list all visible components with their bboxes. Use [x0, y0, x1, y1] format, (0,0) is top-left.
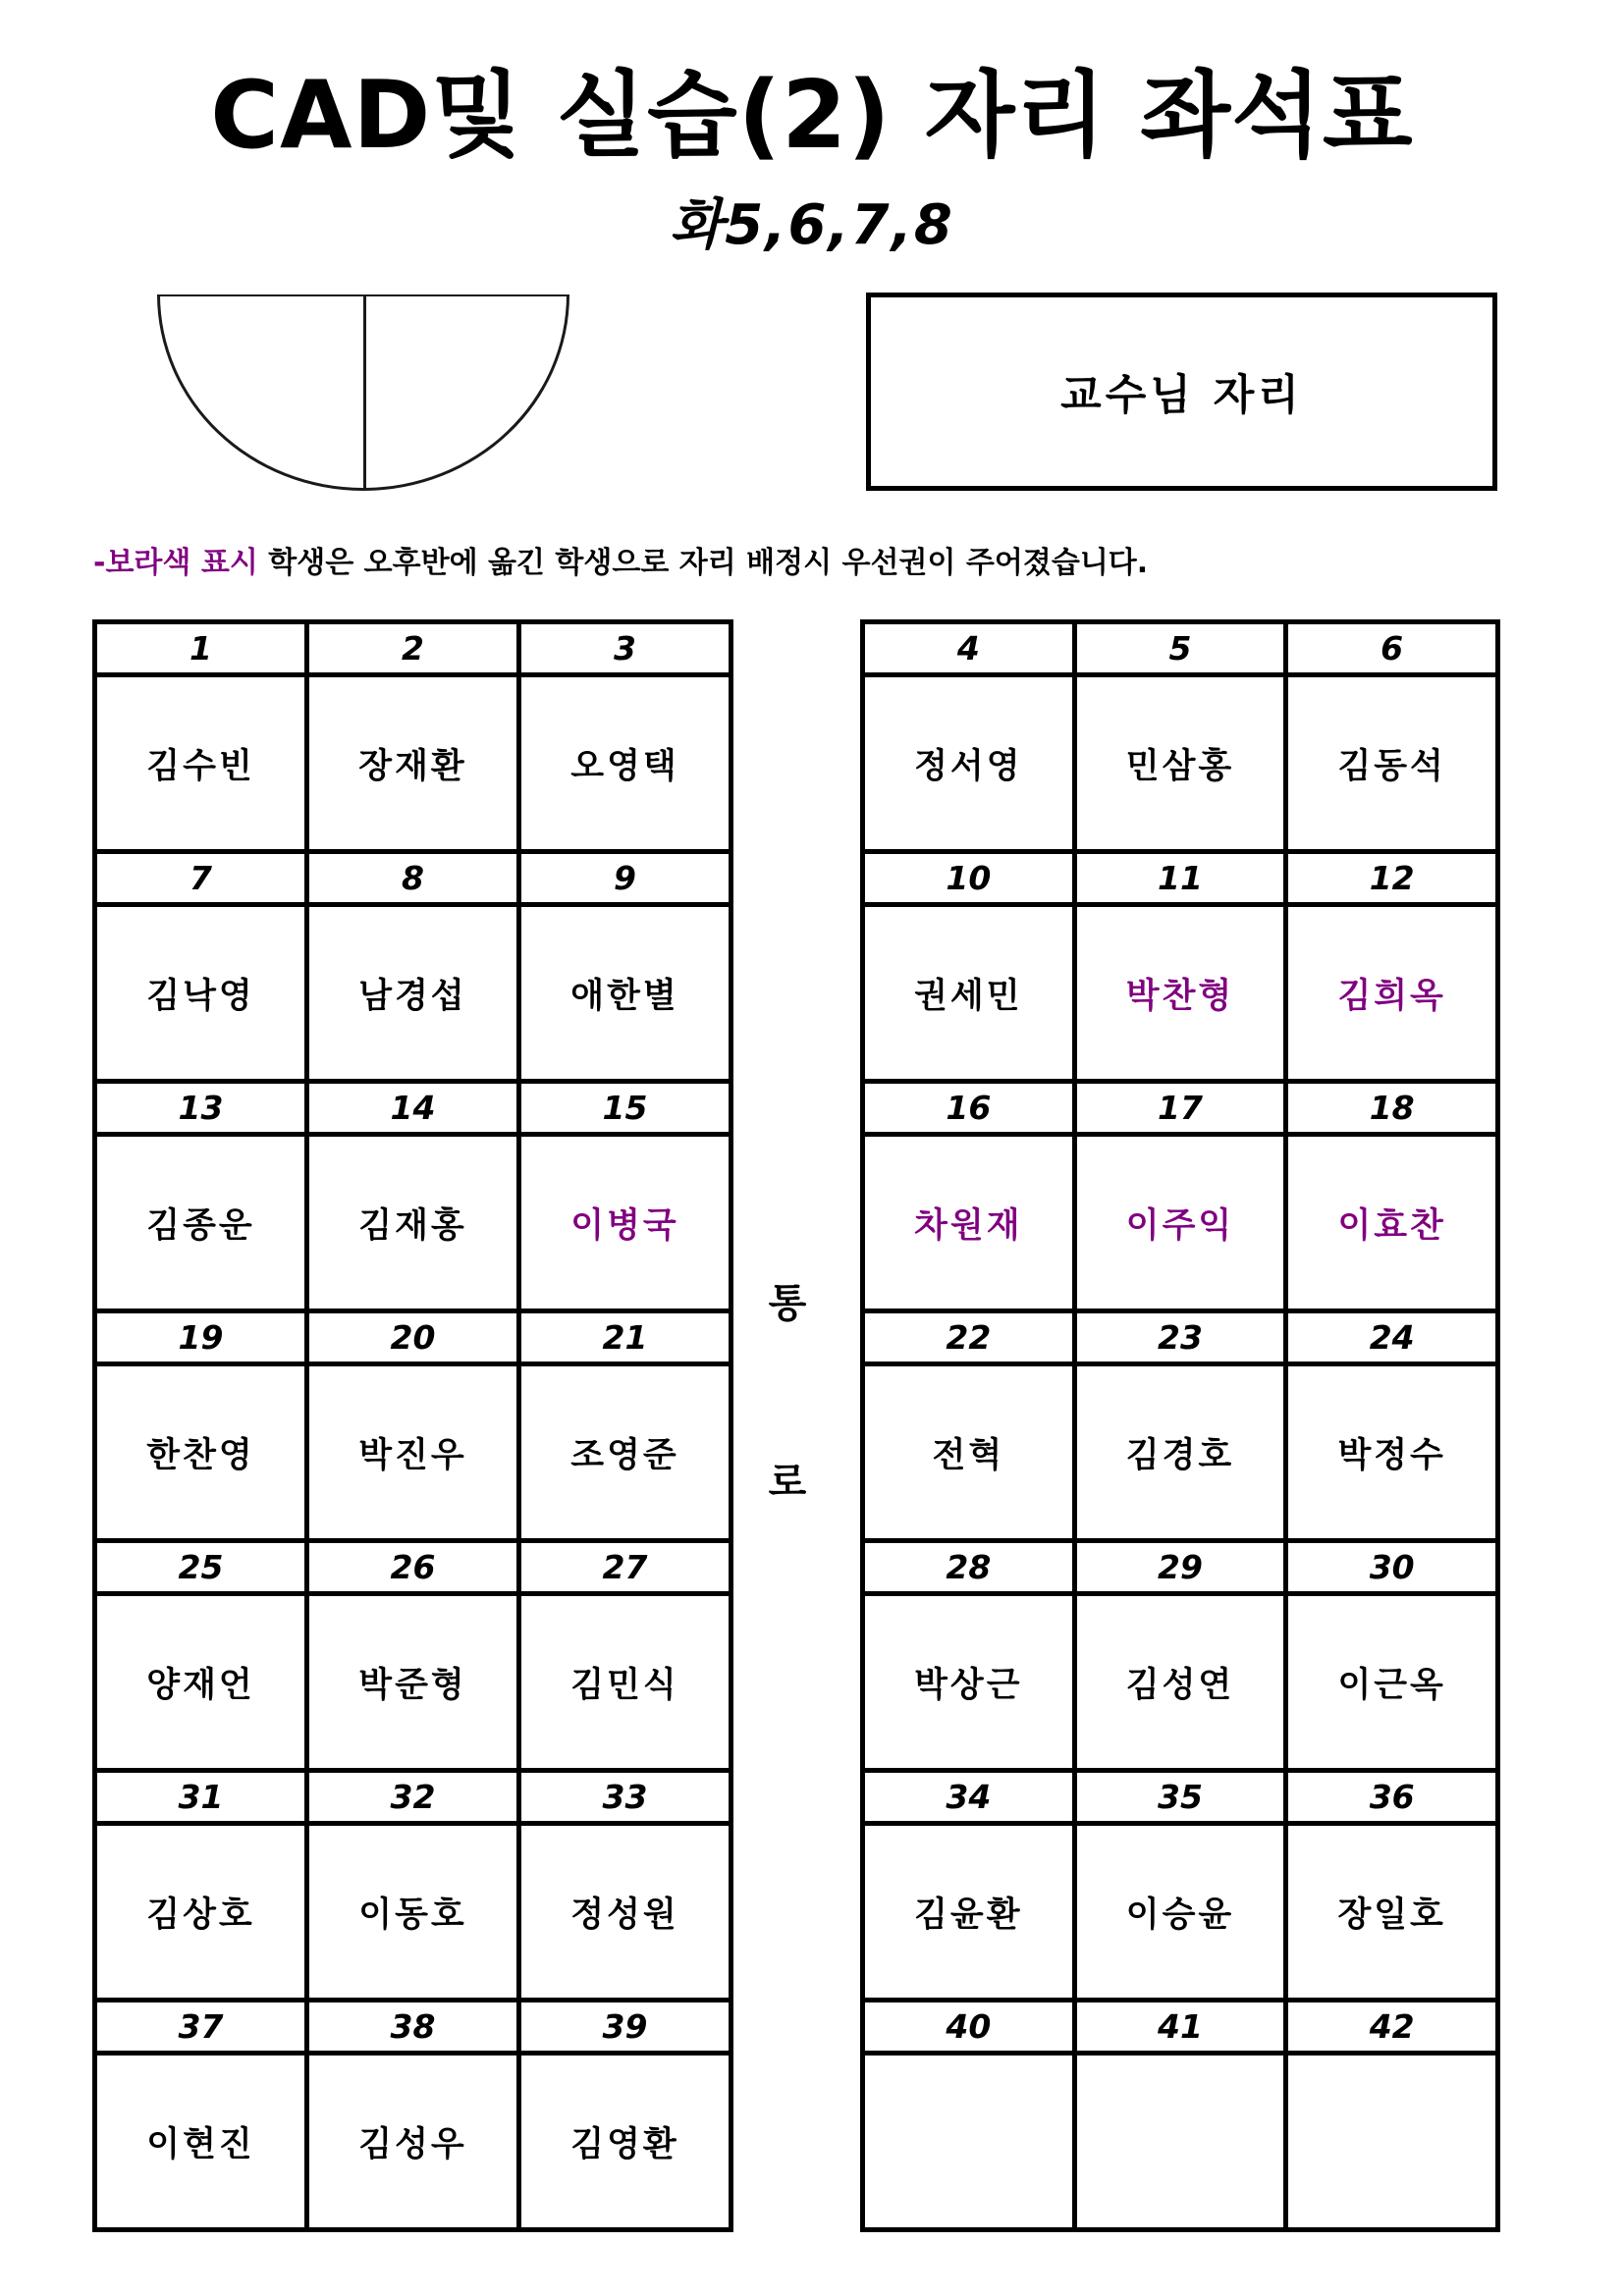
seat-number: 24 [1286, 1311, 1498, 1364]
seat-number: 28 [863, 1541, 1075, 1594]
seat-number: 31 [95, 1771, 307, 1824]
seat-number-row [863, 852, 1498, 905]
seat-name: 이주익 [1074, 1135, 1286, 1311]
podium-shape [157, 294, 569, 491]
seating-right-table [860, 619, 1500, 2232]
seat-number: 41 [1074, 2001, 1286, 2054]
seat-name: 이승윤 [1074, 1824, 1286, 2001]
seat-number: 10 [863, 852, 1075, 905]
seat-number: 35 [1074, 1771, 1286, 1824]
seat-number: 4 [863, 622, 1075, 675]
seat-number: 27 [519, 1541, 731, 1594]
seat-name-row [95, 1824, 731, 2001]
seat-number: 3 [519, 622, 731, 675]
seat-name-row [95, 2054, 731, 2230]
seat-name: 장일호 [1286, 1824, 1498, 2001]
seat-name: 김종운 [95, 1135, 307, 1311]
seat-name: 이현진 [95, 2054, 307, 2230]
seat-name-row [95, 1135, 731, 1311]
seat-number: 33 [519, 1771, 731, 1824]
seat-number: 38 [307, 2001, 519, 2054]
seat-number-row [95, 622, 731, 675]
seat-name: 박진우 [307, 1364, 519, 1541]
seat-number: 18 [1286, 1082, 1498, 1135]
seat-number: 30 [1286, 1541, 1498, 1594]
seat-name: 김상호 [95, 1824, 307, 2001]
seat-name [863, 2054, 1075, 2230]
seat-name-row [95, 675, 731, 852]
seat-number: 7 [95, 852, 307, 905]
seat-name: 김성우 [307, 2054, 519, 2230]
seat-number: 2 [307, 622, 519, 675]
legend-note-text: 학생은 오후반에 옮긴 학생으로 자리 배정시 우선권이 주어졌습니다. [257, 546, 1149, 580]
seat-number-row [95, 1771, 731, 1824]
seat-name: 민삼홍 [1074, 675, 1286, 852]
seat-number-row [863, 1311, 1498, 1364]
seat-name: 김희옥 [1286, 905, 1498, 1082]
seat-number: 39 [519, 2001, 731, 2054]
seat-name-row [863, 1364, 1498, 1541]
seat-name: 이동호 [307, 1824, 519, 2001]
seat-number: 17 [1074, 1082, 1286, 1135]
seat-number: 22 [863, 1311, 1075, 1364]
seat-name-row [95, 1364, 731, 1541]
page-title: CAD및 실습(2) 자리 좌석표 [210, 62, 1414, 170]
seat-number: 37 [95, 2001, 307, 2054]
seating-left-table [92, 619, 733, 2232]
seat-number: 8 [307, 852, 519, 905]
seat-name: 장재환 [307, 675, 519, 852]
aisle-label-bottom: 로 [768, 1460, 807, 1505]
seat-number-row [863, 1771, 1498, 1824]
seat-name: 이효찬 [1286, 1135, 1498, 1311]
podium-divider [363, 296, 366, 488]
seat-number: 14 [307, 1082, 519, 1135]
seat-name: 정성원 [519, 1824, 731, 2001]
seat-number: 36 [1286, 1771, 1498, 1824]
seat-number: 15 [519, 1082, 731, 1135]
professor-seat-box [866, 293, 1497, 491]
seat-name: 남경섭 [307, 905, 519, 1082]
legend-note-highlight: -보라색 표시 [93, 546, 258, 580]
seat-name [1074, 2054, 1286, 2230]
seat-name: 이병국 [519, 1135, 731, 1311]
seat-name: 김영환 [519, 2054, 731, 2230]
seat-name: 박준형 [307, 1594, 519, 1771]
seat-number: 42 [1286, 2001, 1498, 2054]
seat-name-row [863, 675, 1498, 852]
seat-number: 9 [519, 852, 731, 905]
seat-number: 25 [95, 1541, 307, 1594]
seat-number: 13 [95, 1082, 307, 1135]
seat-number: 23 [1074, 1311, 1286, 1364]
seat-number-row [95, 1541, 731, 1594]
page-subtitle: 화5,6,7,8 [670, 193, 954, 257]
seat-name: 이근옥 [1286, 1594, 1498, 1771]
seat-name: 김동석 [1286, 675, 1498, 852]
seat-name [1286, 2054, 1498, 2230]
seat-name: 김낙영 [95, 905, 307, 1082]
seat-name-row [863, 1594, 1498, 1771]
seat-number: 5 [1074, 622, 1286, 675]
seat-name: 양재언 [95, 1594, 307, 1771]
seat-name-row [863, 1824, 1498, 2001]
seat-number-row [95, 2001, 731, 2054]
seat-name-row [863, 1135, 1498, 1311]
seat-name-row [95, 1594, 731, 1771]
seat-number: 26 [307, 1541, 519, 1594]
seat-number-row [863, 622, 1498, 675]
seat-number-row [863, 2001, 1498, 2054]
seat-number: 20 [307, 1311, 519, 1364]
seat-name: 조영준 [519, 1364, 731, 1541]
seat-number: 40 [863, 2001, 1075, 2054]
seat-name: 박정수 [1286, 1364, 1498, 1541]
seat-name: 김민식 [519, 1594, 731, 1771]
seat-number: 32 [307, 1771, 519, 1824]
seat-name: 박상근 [863, 1594, 1075, 1771]
seat-number: 21 [519, 1311, 731, 1364]
seat-number: 19 [95, 1311, 307, 1364]
seat-number-row [95, 852, 731, 905]
seat-name: 김성연 [1074, 1594, 1286, 1771]
seat-name: 박찬형 [1074, 905, 1286, 1082]
seat-number: 12 [1286, 852, 1498, 905]
seat-number-row [863, 1082, 1498, 1135]
seat-number: 29 [1074, 1541, 1286, 1594]
seat-number-row [95, 1082, 731, 1135]
seat-name-row [863, 2054, 1498, 2230]
seat-name: 김수빈 [95, 675, 307, 852]
seat-number: 16 [863, 1082, 1075, 1135]
seat-number: 6 [1286, 622, 1498, 675]
seat-name-row [863, 905, 1498, 1082]
seat-name: 김재홍 [307, 1135, 519, 1311]
seat-name: 김윤환 [863, 1824, 1075, 2001]
legend-note [93, 538, 1148, 581]
seat-name: 김경호 [1074, 1364, 1286, 1541]
seat-name-row [95, 905, 731, 1082]
aisle-label-top: 통 [768, 1281, 807, 1326]
seat-name: 오영택 [519, 675, 731, 852]
seat-name: 애한별 [519, 905, 731, 1082]
seat-number-row [95, 1311, 731, 1364]
seat-number: 34 [863, 1771, 1075, 1824]
seat-name: 전혁 [863, 1364, 1075, 1541]
professor-seat-label: 교수님 자리 [1060, 370, 1303, 420]
seat-name: 한찬영 [95, 1364, 307, 1541]
seat-name: 정서영 [863, 675, 1075, 852]
seat-number-row [863, 1541, 1498, 1594]
seat-name: 차원재 [863, 1135, 1075, 1311]
seat-number: 11 [1074, 852, 1286, 905]
seat-number: 1 [95, 622, 307, 675]
seat-name: 권세민 [863, 905, 1075, 1082]
